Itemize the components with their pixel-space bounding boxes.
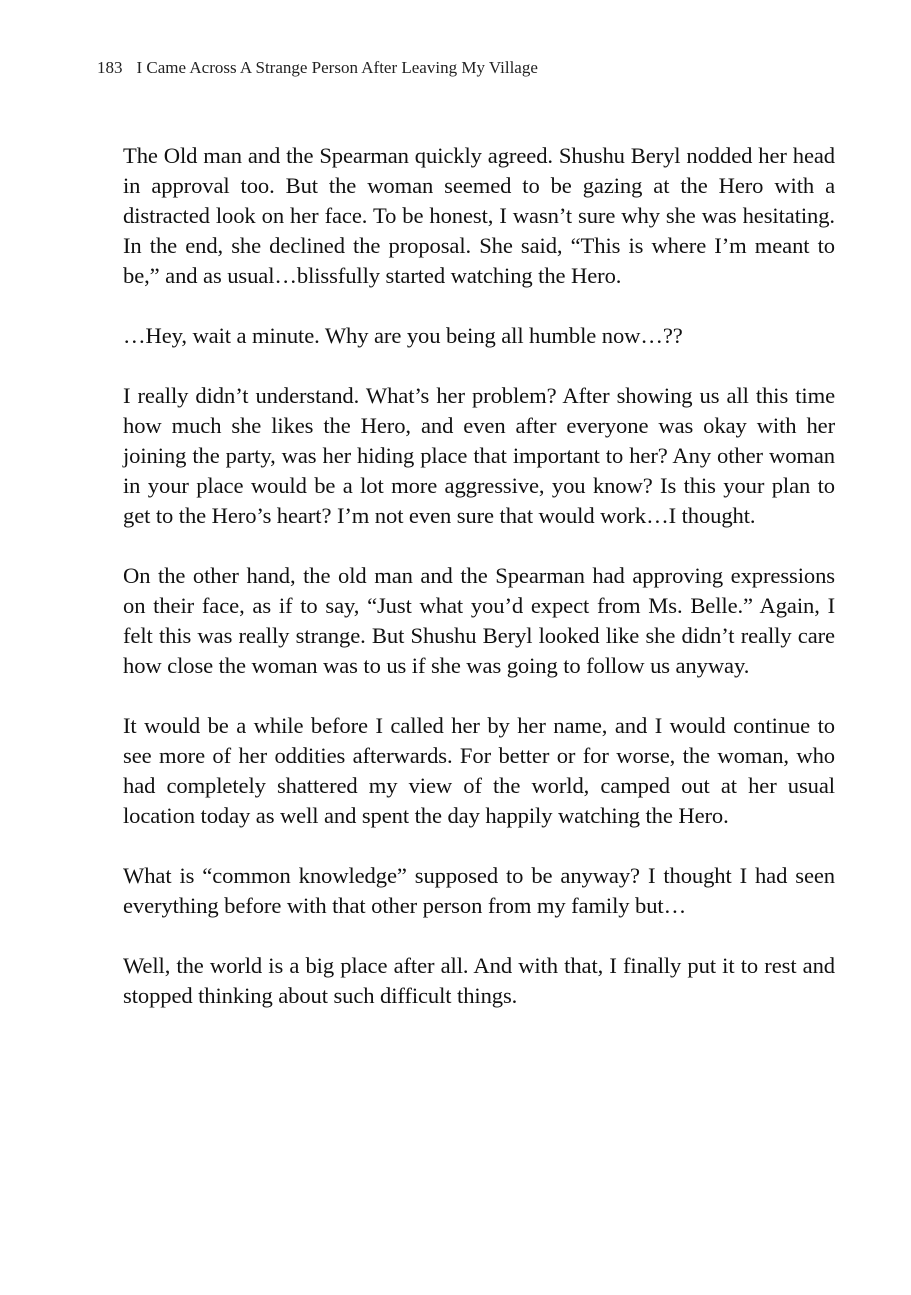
paragraph: The Old man and the Spearman quickly agreed. Shushu Beryl nodded her head in approval too. But the woman seemed to be gazing at the Hero with a distracted look on her face. To be honest, I wasn’t sure why she was hesitating. In the end, she declined the proposal. She said, “This is where I’m meant to be,” and as usual…blissfully started watching the Hero. xyxy=(123,143,835,288)
paragraph: …Hey, wait a minute. Why are you being all humble now…?? xyxy=(123,323,683,348)
paragraph: Well, the world is a big place after all. And with that, I finally put it to rest and stopped thinking about such difficult things. xyxy=(123,953,835,1008)
paragraph: What is “common knowledge” supposed to be anyway? I thought I had seen everything before with that other person from my family but… xyxy=(123,863,835,918)
body-text xyxy=(123,141,835,1041)
book-title: I Came Across A Strange Person After Leaving My Village xyxy=(136,58,538,77)
running-header xyxy=(97,58,538,78)
paragraph: It would be a while before I called her by her name, and I would continue to see more of her oddities afterwards. For better or for worse, the woman, who had completely shattered my view of the world, camped out at her usual location today as well and spent the day happily watching the Hero. xyxy=(123,713,835,828)
page-number: 183 xyxy=(97,58,123,77)
paragraph: I really didn’t understand. What’s her problem? After showing us all this time how much she likes the Hero, and even after everyone was okay with her joining the party, was her hiding place that important to her? Any other woman in your place would be a lot more aggressive, you know? Is this your plan to get to the Hero’s heart? I’m not even sure that would work…I thought. xyxy=(123,383,835,528)
paragraph: On the other hand, the old man and the Spearman had approving expressions on their face, as if to say, “Just what you’d expect from Ms. Belle.” Again, I felt this was really strange. But Shushu Beryl looked like she didn’t really care how close the woman was to us if she was going to follow us anyway. xyxy=(123,563,835,678)
